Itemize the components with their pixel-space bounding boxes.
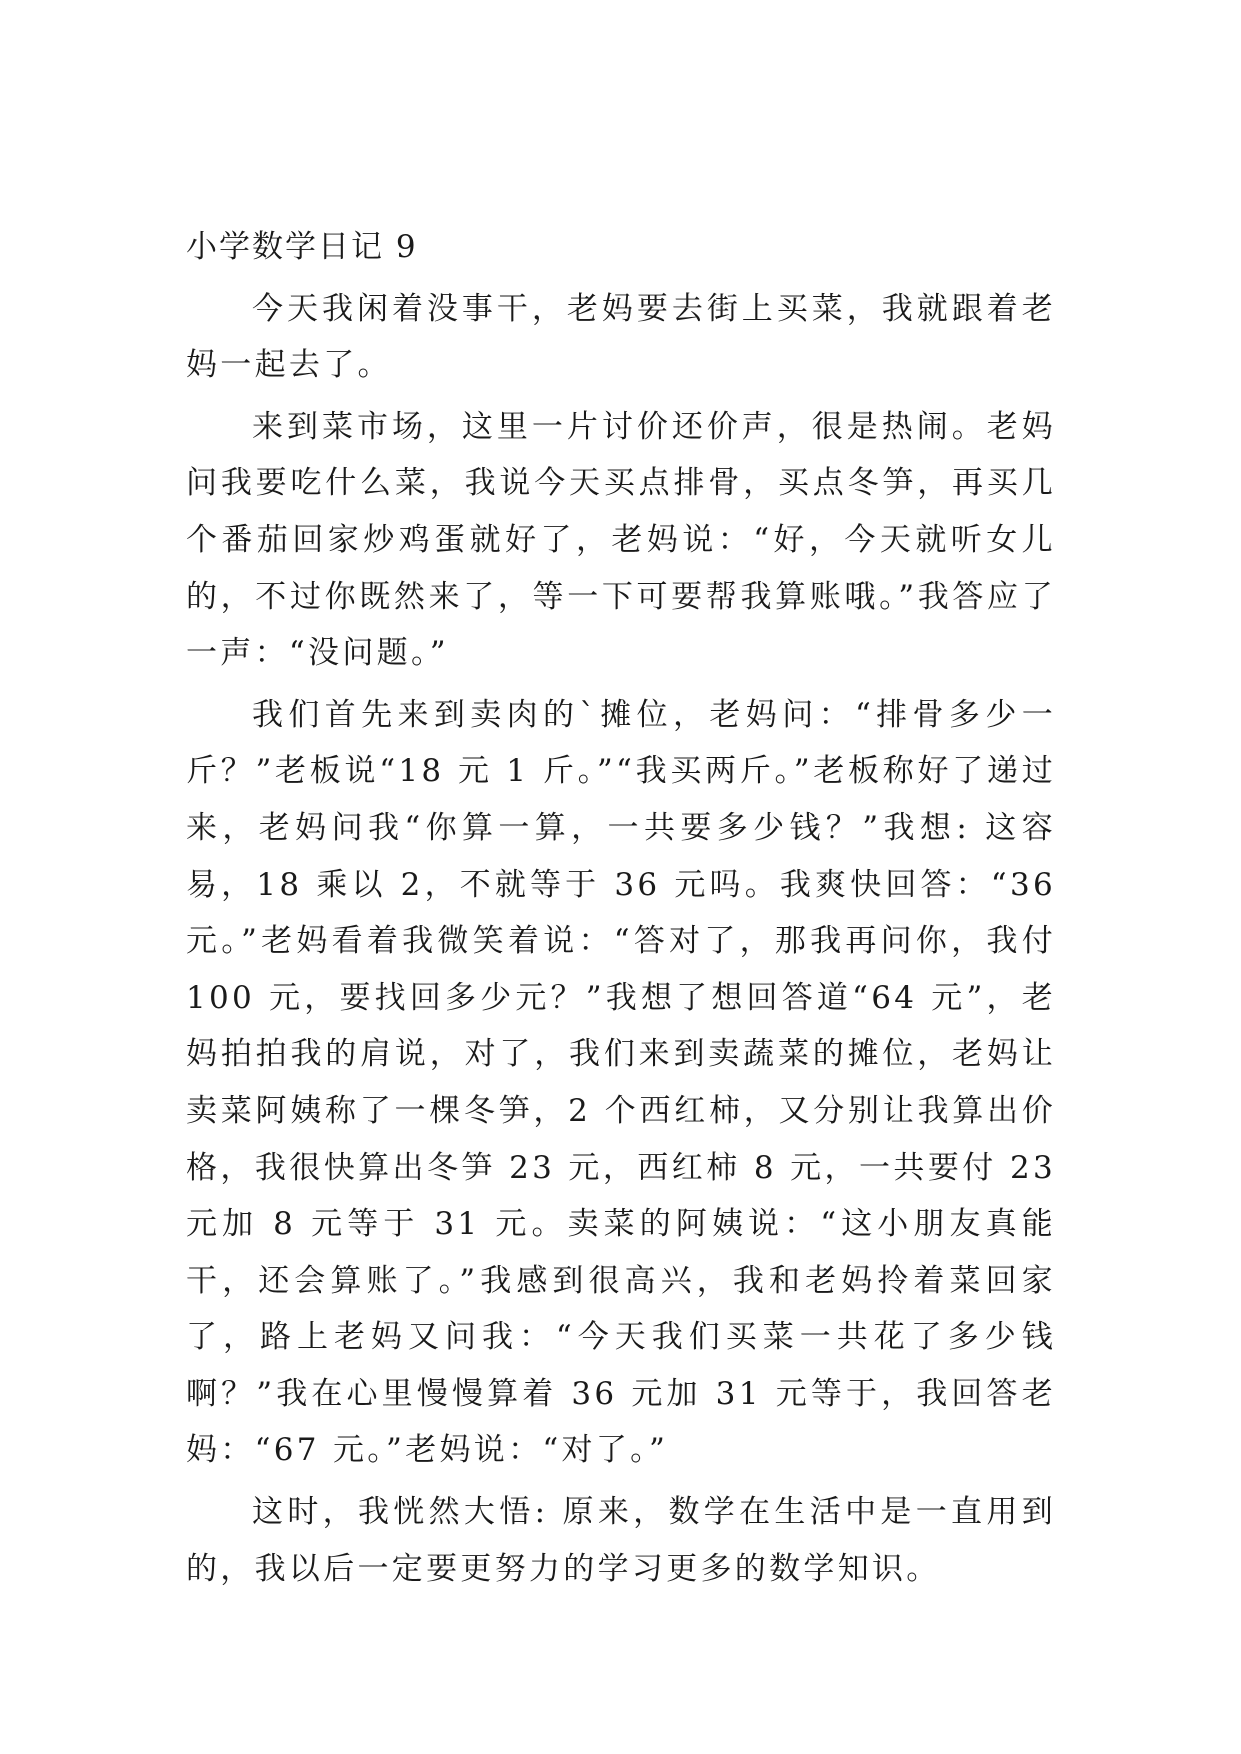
- paragraph-3: 我们首先来到卖肉的`摊位，老妈问：“排骨多少一斤？”老板说“18 元 1 斤。”“我买两斤。”老板称好了递过来，老妈问我“你算一算，一共要多少钱？”我想: 这容易，18 乘以 2，不就等于 36 元吗。我爽快回答：“36 元。”老妈看着我微笑着说：“答对了，那我再问你，我付 100 元，要找回多少元？”我想了想回答道“64 元”，老妈拍拍我的肩说，对了，我们来到卖蔬菜的摊位，老妈让卖菜阿姨称了一棵冬笋，2 个西红柿，又分别让我算出价格，我很快算出冬笋 23 元，西红柿 8 元，一共要付 23 元加 8 元等于 31 元。卖菜的阿姨说：“这小朋友真能干，还会算账了。”我感到很高兴，我和老妈拎着菜回家了，路上老妈又问我：“今天我们买菜一共花了多少钱啊？”我在心里慢慢算着 36 元加 31 元等于，我回答老妈：“67 元。”老妈说：“对了。”: [186, 696, 1056, 1469]
- document-title: 小学数学日记 9: [186, 229, 418, 265]
- document-body: [186, 219, 1056, 1602]
- paragraph-4: 这时，我恍然大悟: 原来，数学在生活中是一直用到的，我以后一定要更努力的学习更多的数学知识。: [186, 1494, 1056, 1587]
- paragraph-2: 来到菜市场，这里一片讨价还价声，很是热闹。老妈问我要吃什么菜，我说今天买点排骨，买点冬笋，再买几个番茄回家炒鸡蛋就好了，老妈说：“好，今天就听女儿的，不过你既然来了，等一下可要帮我算账哦。”我答应了一声：“没问题。”: [186, 408, 1056, 672]
- paragraph-1: 今天我闲着没事干，老妈要去街上买菜，我就跟着老妈一起去了。: [186, 290, 1056, 384]
